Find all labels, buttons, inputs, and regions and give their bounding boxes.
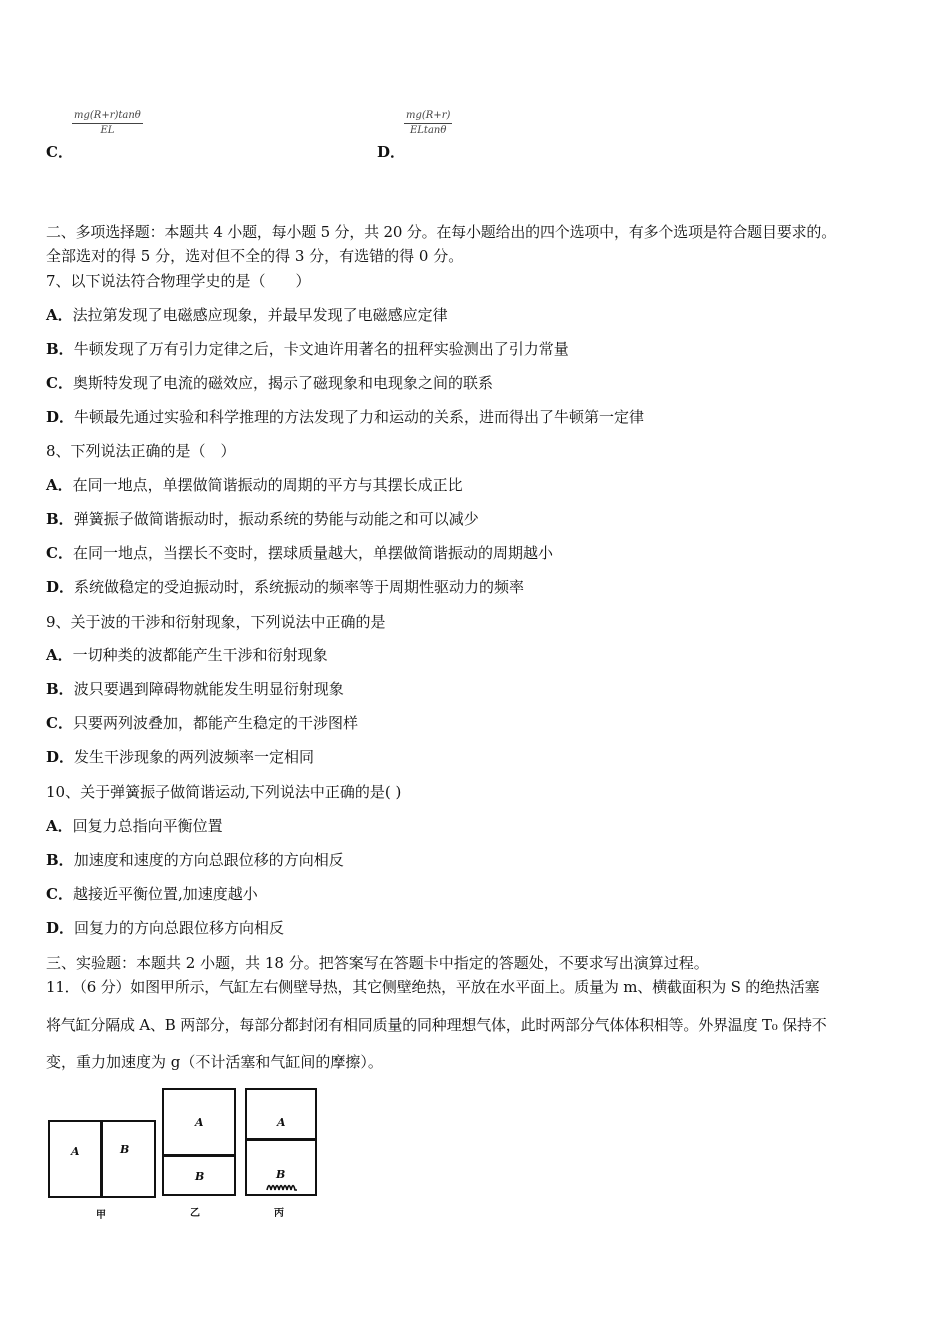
q7-option-d <box>46 407 644 427</box>
q8-option-a-text: 在同一地点，单摆做简谐振动的周期的平方与其摆长成正比 <box>72 476 463 494</box>
q9-option-a-text: 一切种类的波都能产生干涉和衍射现象 <box>72 646 328 664</box>
option-c-fraction <box>72 110 143 137</box>
option-d-denominator: ELtanθ <box>409 125 447 136</box>
q9-option-a <box>46 645 328 665</box>
q9-option-b <box>46 679 344 699</box>
q10-option-c-text: 越接近平衡位置,加速度越小 <box>72 885 258 903</box>
option-c-denominator: EL <box>100 125 115 136</box>
option-d-fraction <box>404 110 452 137</box>
option-d-numerator: mg(R+r) <box>404 110 452 124</box>
section3-header: 三、实验题：本题共 2 小题，共 18 分。把答案写在答题卡中指定的答题处，不要求写出演算过程。 <box>46 954 709 972</box>
q10-option-d <box>46 918 284 938</box>
q7-option-c <box>46 373 493 393</box>
label-b-jia: B <box>120 1143 130 1156</box>
heater-coil-icon <box>266 1178 298 1192</box>
section2-header-line2: 全部选对的得 5 分，选对但不全的得 3 分，有选错的得 0 分。 <box>46 247 464 265</box>
q11-line3: 变，重力加速度为 g（不计活塞和气缸间的摩擦）。 <box>46 1053 383 1071</box>
q7-option-a <box>46 305 448 325</box>
q8-option-b <box>46 509 479 529</box>
q9-option-d-label: D． <box>46 748 75 766</box>
piston-jia <box>100 1120 103 1198</box>
q8-option-c-label: C． <box>46 544 73 562</box>
option-d-label: D． <box>377 143 406 161</box>
q7-option-b-text: 牛顿发现了万有引力定律之后，卡文迪许用著名的扭秤实验测出了引力常量 <box>73 340 569 358</box>
label-a-yi: A <box>195 1116 204 1129</box>
piston-bing <box>245 1138 317 1141</box>
q10-option-b <box>46 850 344 870</box>
q7-option-d-text: 牛顿最先通过实验和科学推理的方法发现了力和运动的关系，进而得出了牛顿第一定律 <box>74 408 645 426</box>
q7-option-d-label: D． <box>46 408 75 426</box>
piston-yi <box>162 1154 236 1157</box>
q8-option-c <box>46 543 553 563</box>
option-c-label: C． <box>46 143 73 161</box>
q8-option-b-text: 弹簧振子做简谐振动时，振动系统的势能与动能之和可以减少 <box>73 510 479 528</box>
caption-bing: 丙 <box>274 1208 284 1219</box>
q8-stem: 8、下列说法正确的是（ ） <box>46 442 236 460</box>
q10-option-b-text: 加速度和速度的方向总跟位移的方向相反 <box>73 851 344 869</box>
q7-option-c-label: C． <box>46 374 73 392</box>
q9-option-c <box>46 713 358 733</box>
q10-option-a-label: A． <box>46 817 73 835</box>
q9-option-d <box>46 747 314 767</box>
label-b-bing: B <box>276 1168 286 1181</box>
q7-option-a-label: A． <box>46 306 73 324</box>
caption-jia: 甲 <box>96 1210 106 1221</box>
q11-line2: 将气缸分隔成 A、B 两部分，每部分都封闭有相同质量的同种理想气体，此时两部分气体体积相等。外界温度 T₀ 保持不 <box>46 1016 827 1034</box>
q10-option-c <box>46 884 258 904</box>
q10-option-a <box>46 816 223 836</box>
q9-option-b-label: B． <box>46 680 74 698</box>
q9-option-c-text: 只要两列波叠加，都能产生稳定的干涉图样 <box>72 714 358 732</box>
q9-option-a-label: A． <box>46 646 73 664</box>
label-a-jia: A <box>71 1145 80 1158</box>
q7-stem: 7、以下说法符合物理学史的是（ ） <box>46 272 311 290</box>
q7-option-a-text: 法拉第发现了电磁感应现象，并最早发现了电磁感应定律 <box>72 306 448 324</box>
q8-option-c-text: 在同一地点，当摆长不变时，摆球质量越大，单摆做简谐振动的周期越小 <box>72 544 553 562</box>
q10-stem: 10、关于弹簧振子做简谐运动,下列说法中正确的是( ) <box>46 783 402 801</box>
q8-option-a <box>46 475 463 495</box>
q8-option-d-text: 系统做稳定的受迫振动时，系统振动的频率等于周期性驱动力的频率 <box>74 578 525 596</box>
q9-option-b-text: 波只要遇到障碍物就能发生明显衍射现象 <box>73 680 344 698</box>
q8-option-a-label: A． <box>46 476 73 494</box>
q9-stem: 9、关于波的干涉和衍射现象，下列说法中正确的是 <box>46 613 386 631</box>
q10-option-d-text: 回复力的方向总跟位移方向相反 <box>74 919 285 937</box>
q7-option-c-text: 奥斯特发现了电流的磁效应，揭示了磁现象和电现象之间的联系 <box>72 374 493 392</box>
q10-option-c-label: C． <box>46 885 73 903</box>
label-a-bing: A <box>277 1116 286 1129</box>
q9-option-c-label: C． <box>46 714 73 732</box>
q8-option-d-label: D． <box>46 578 75 596</box>
q10-option-b-label: B． <box>46 851 74 869</box>
q8-option-b-label: B． <box>46 510 74 528</box>
label-b-yi: B <box>195 1170 205 1183</box>
q9-option-d-text: 发生干涉现象的两列波频率一定相同 <box>74 748 315 766</box>
section2-header-line1: 二、多项选择题：本题共 4 小题，每小题 5 分，共 20 分。在每小题给出的四个选项中，有多个选项是符合题目要求的。 <box>46 223 836 241</box>
q7-option-b-label: B． <box>46 340 74 358</box>
q10-option-d-label: D． <box>46 919 75 937</box>
q10-option-a-text: 回复力总指向平衡位置 <box>72 817 223 835</box>
option-c-numerator: mg(R+r)tanθ <box>72 110 143 124</box>
caption-yi: 乙 <box>190 1208 200 1219</box>
q7-option-b <box>46 339 569 359</box>
q11-line1: 11．（6 分）如图甲所示，气缸左右侧壁导热，其它侧壁绝热，平放在水平面上。质量为 m、横截面积为 S 的绝热活塞 <box>46 978 820 996</box>
q8-option-d <box>46 577 524 597</box>
